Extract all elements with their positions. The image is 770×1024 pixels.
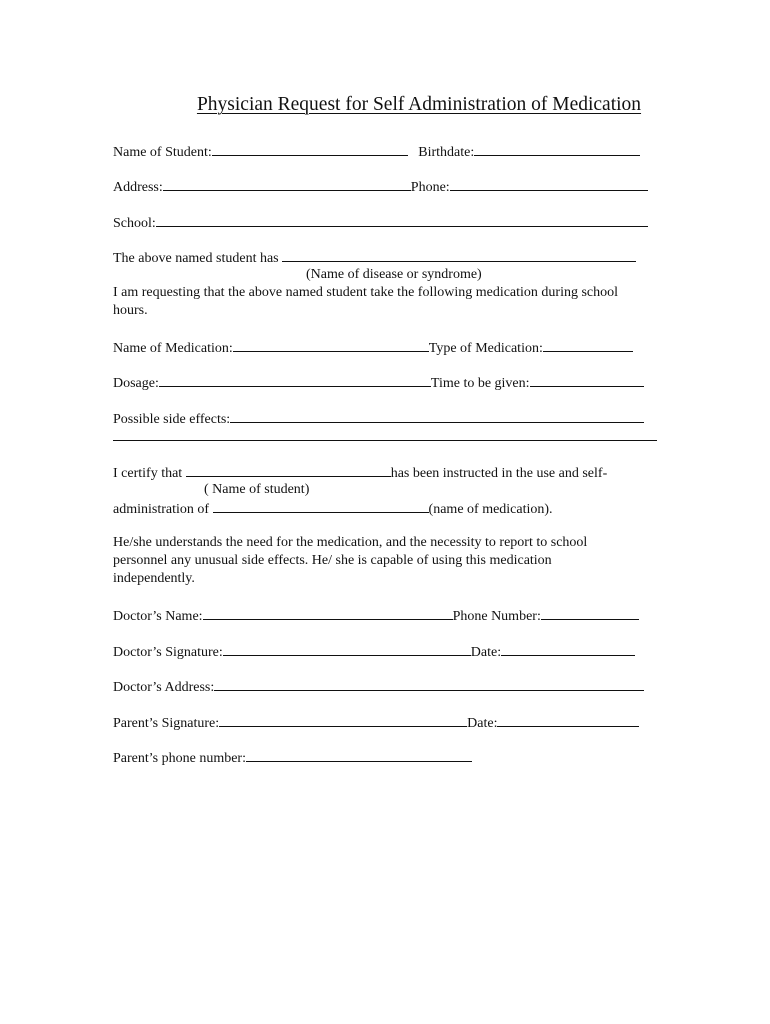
address-label: Address:	[113, 180, 163, 195]
birthdate-label: Birthdate:	[418, 145, 475, 160]
doctor-name-row	[113, 606, 639, 626]
parent-date-field[interactable]	[497, 713, 639, 727]
doctors-signature-label: Doctor’s Signature:	[113, 645, 223, 660]
above-named-label: The above named student has	[113, 251, 279, 266]
phone-number-field[interactable]	[541, 606, 639, 620]
understands-paragraph: He/she understands the need for the medication, and the necessity to report to school personnel any unusual side effects. He/ she is capable of using this medication independently.	[113, 535, 588, 586]
side-effects-second-line[interactable]	[113, 440, 657, 441]
address-field[interactable]	[163, 177, 411, 191]
name-of-medication-label: Name of Medication:	[113, 341, 233, 356]
birthdate-field[interactable]	[474, 142, 640, 156]
parent-date-label: Date:	[467, 716, 498, 731]
school-row	[113, 213, 648, 233]
administration-medication-field[interactable]	[213, 499, 429, 513]
certify-row	[113, 463, 607, 483]
student-birthdate-row	[113, 142, 640, 162]
phone-field[interactable]	[450, 177, 648, 191]
possible-side-effects-field[interactable]	[230, 409, 644, 423]
name-of-medication-paren: (name of medication).	[428, 502, 553, 517]
administration-row	[113, 499, 553, 519]
doctors-address-label: Doctor’s Address:	[113, 680, 215, 695]
doctors-address-field[interactable]	[214, 677, 644, 691]
school-field[interactable]	[156, 213, 648, 227]
doctor-date-field[interactable]	[501, 642, 635, 656]
address-phone-row	[113, 177, 648, 197]
name-of-student-field[interactable]	[212, 142, 408, 156]
possible-side-effects-label: Possible side effects:	[113, 412, 231, 427]
doctor-signature-row	[113, 642, 635, 662]
parent-signature-row	[113, 713, 639, 733]
doctors-name-label: Doctor’s Name:	[113, 609, 203, 624]
disease-field[interactable]	[282, 248, 636, 262]
time-to-be-given-label: Time to be given:	[430, 376, 530, 391]
has-been-instructed-text: has been instructed in the use and self-	[390, 466, 608, 481]
parents-signature-field[interactable]	[219, 713, 467, 727]
dosage-label: Dosage:	[113, 376, 159, 391]
form-title: Physician Request for Self Administration of Medication	[196, 94, 642, 115]
parents-signature-label: Parent’s Signature:	[113, 716, 220, 731]
dosage-field[interactable]	[159, 373, 431, 387]
doctor-date-label: Date:	[470, 645, 502, 660]
name-of-medication-field[interactable]	[233, 338, 429, 352]
doctor-address-row	[113, 677, 644, 697]
phone-number-label: Phone Number:	[452, 609, 541, 624]
parents-phone-field[interactable]	[246, 748, 472, 762]
certify-that-label: I certify that	[113, 466, 183, 481]
type-of-medication-field[interactable]	[543, 338, 633, 352]
disease-hint: (Name of disease or syndrome)	[306, 267, 482, 282]
medication-type-row	[113, 338, 633, 358]
administration-of-label: administration of	[113, 502, 210, 517]
doctors-signature-field[interactable]	[223, 642, 471, 656]
dosage-time-row	[113, 373, 644, 393]
doctors-name-field[interactable]	[203, 606, 453, 620]
side-effects-row	[113, 409, 644, 429]
type-of-medication-label: Type of Medication:	[428, 341, 543, 356]
phone-label: Phone:	[410, 180, 450, 195]
disease-row	[113, 248, 636, 268]
certify-student-field[interactable]	[186, 463, 391, 477]
parents-phone-label: Parent’s phone number:	[113, 751, 246, 766]
parent-phone-row	[113, 748, 472, 768]
time-to-be-given-field[interactable]	[530, 373, 644, 387]
school-label: School:	[113, 216, 156, 231]
name-of-student-label: Name of Student:	[113, 145, 212, 160]
requesting-paragraph: I am requesting that the above named student take the following medication during school hours.	[113, 285, 619, 318]
student-hint: ( Name of student)	[204, 482, 310, 497]
